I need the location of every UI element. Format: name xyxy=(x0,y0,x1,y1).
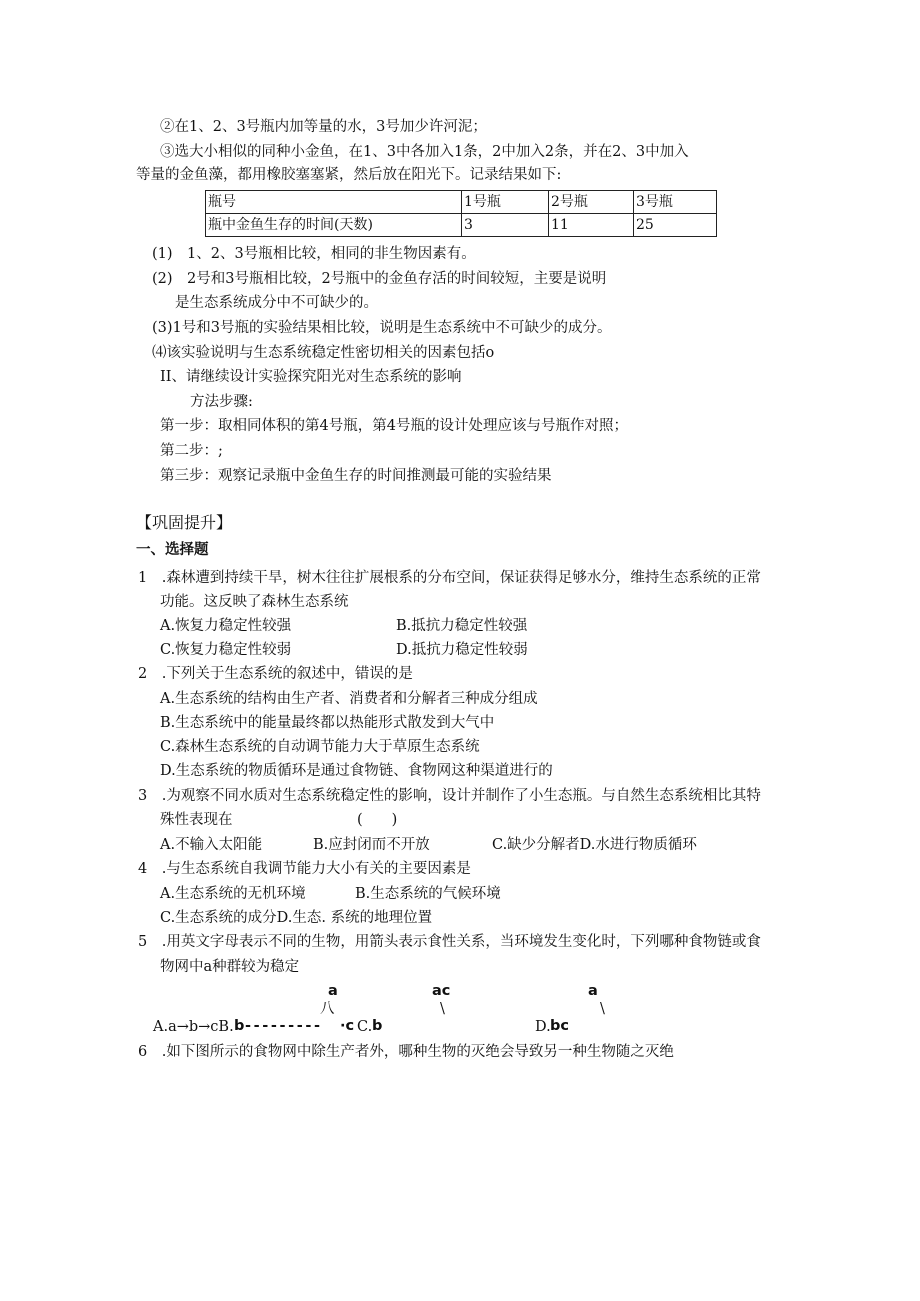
mc-2-option-d: D.生态系统的物质循环是通过食物链、食物网这种渠道进行的 xyxy=(160,763,553,779)
diagram-b-arrows: 八 xyxy=(320,1001,335,1017)
step3-text-line2: 等量的金鱼藻，都用橡胶塞塞紧，然后放在阳光下。记录结果如下: xyxy=(136,167,562,183)
mc-1-line2: 功能。这反映了森林生态系统 xyxy=(160,594,349,610)
mc-5-option-c-label: C. xyxy=(357,1019,373,1035)
table-header-cell: 瓶号 xyxy=(206,191,462,214)
mc-2-option-b: B.生态系统中的能量最终都以热能形式散发到大气中 xyxy=(160,715,495,731)
table-cell: 3 xyxy=(462,214,549,237)
method-label: 方法步骤: xyxy=(190,394,253,410)
mc-1-option-a: A.恢复力稳定性较强 xyxy=(160,618,292,634)
section-subtitle: 一、选择题 xyxy=(136,541,209,558)
mc-5-option-d-label: D. xyxy=(535,1019,551,1035)
mc-3-option-b: B.应封闭而不开放 xyxy=(313,837,430,853)
diagram-b-node-b: b xyxy=(234,1018,245,1034)
question-2-line1: (2) 2号和3号瓶相比较，2号瓶中的金鱼存活的时间较短，主要是说明 xyxy=(152,271,607,287)
mc-2-option-a: A.生态系统的结构由生产者、消费者和分解者三种成分组成 xyxy=(160,691,538,707)
mc-4-option-a: A.生态系统的无机环境 xyxy=(160,886,306,902)
mc-2-option-c: C.森林生态系统的自动调节能力大于草原生态系统 xyxy=(160,739,480,755)
diagram-c-top: ac xyxy=(432,983,451,999)
step2-text: ②在1、2、3号瓶内加等量的水，3号加少许河泥； xyxy=(160,119,487,135)
table-header-cell: 1号瓶 xyxy=(462,191,549,214)
mc-1-line1: 1 .森林遭到持续干旱，树木往往扩展根系的分布空间，保证获得足够水分，维持生态系统的正常 xyxy=(138,570,761,586)
step-2: 第二步：; xyxy=(160,443,223,459)
mc-1-option-c: C.恢复力稳定性较弱 xyxy=(160,642,292,658)
mc-5-line1: 5 .用英文字母表示不同的生物，用箭头表示食性关系，当环境发生变化时，下列哪种食物链或食 xyxy=(138,934,761,950)
mc-2-stem: 2 .下列关于生态系统的叙述中，错误的是 xyxy=(138,666,413,682)
step-3: 第三步：观察记录瓶中金鱼生存的时间推测最可能的实验结果 xyxy=(160,468,552,484)
part-2-heading: II、请继续设计实验探究阳光对生态系统的影响 xyxy=(160,369,462,385)
table-cell: 瓶中金鱼生存的时间(天数) xyxy=(206,214,462,237)
diagram-d-arrow: \ xyxy=(600,1001,605,1017)
table-header-row xyxy=(206,191,717,214)
diagram-d-nodes: bc xyxy=(550,1018,569,1034)
question-2-line2: 是生态系统成分中不可缺少的。 xyxy=(175,295,378,311)
question-4: ⑷该实验说明与生态系统稳定性密切相关的因素包括o xyxy=(152,345,495,361)
step3-text-line1: ③选大小相似的同种小金鱼，在1、3中各加入1条，2中加入2条，并在2、3中加入 xyxy=(160,144,689,160)
step-1: 第一步：取相同体积的第4号瓶，第4号瓶的设计处理应该与号瓶作对照； xyxy=(160,418,628,434)
mc-1-option-b: B.抵抗力稳定性较强 xyxy=(396,618,528,634)
mc-3-line1: 3 .为观察不同水质对生态系统稳定性的影响，设计并制作了小生态瓶。与自然生态系统相比其特 xyxy=(138,788,761,804)
table-cell: 25 xyxy=(634,214,717,237)
mc-5-option-a: A.a→b→cB. xyxy=(153,1019,234,1035)
mc-3-line2: 殊性表现在 xyxy=(160,812,233,828)
diagram-c-node-b: b xyxy=(372,1018,383,1034)
table-header-cell: 3号瓶 xyxy=(634,191,717,214)
result-table xyxy=(205,190,717,237)
mc-3-option-a: A.不输入太阳能 xyxy=(160,837,263,853)
mc-4-option-b: B.生态系统的气候环境 xyxy=(355,886,501,902)
section-title: 【巩固提升】 xyxy=(136,513,233,532)
mc-3-option-cd: C.缺少分解者D.水进行物质循环 xyxy=(492,837,697,853)
diagram-c-arrow: \ xyxy=(440,1001,445,1017)
mc-5-line2: 物网中a种群较为稳定 xyxy=(160,959,300,975)
mc-4-option-cd: C.生态系统的成分D.生态. 系统的地理位置 xyxy=(160,910,433,926)
diagram-b-dashes: --------- xyxy=(245,1018,323,1034)
table-row xyxy=(206,214,717,237)
mc-6-stem: 6 .如下图所示的食物网中除生产者外，哪种生物的灭绝会导致另一种生物随之灭绝 xyxy=(138,1044,674,1060)
diagram-d-top: a xyxy=(588,983,598,999)
mc-4-stem: 4 .与生态系统自我调节能力大小有关的主要因素是 xyxy=(138,861,471,877)
diagram-b-top: a xyxy=(328,983,338,999)
question-3: (3)1号和3号瓶的实验结果相比较，说明是生态系统中不可缺少的成分。 xyxy=(152,320,612,336)
table-header-cell: 2号瓶 xyxy=(549,191,634,214)
mc-1-option-d: D.抵抗力稳定性较弱 xyxy=(396,642,528,658)
mc-3-answer-paren: ( ) xyxy=(357,812,398,828)
diagram-b-node-c: ·c xyxy=(340,1018,355,1034)
question-1: (1) 1、2、3号瓶相比较，相同的非生物因素有。 xyxy=(152,246,476,262)
table-cell: 11 xyxy=(549,214,634,237)
